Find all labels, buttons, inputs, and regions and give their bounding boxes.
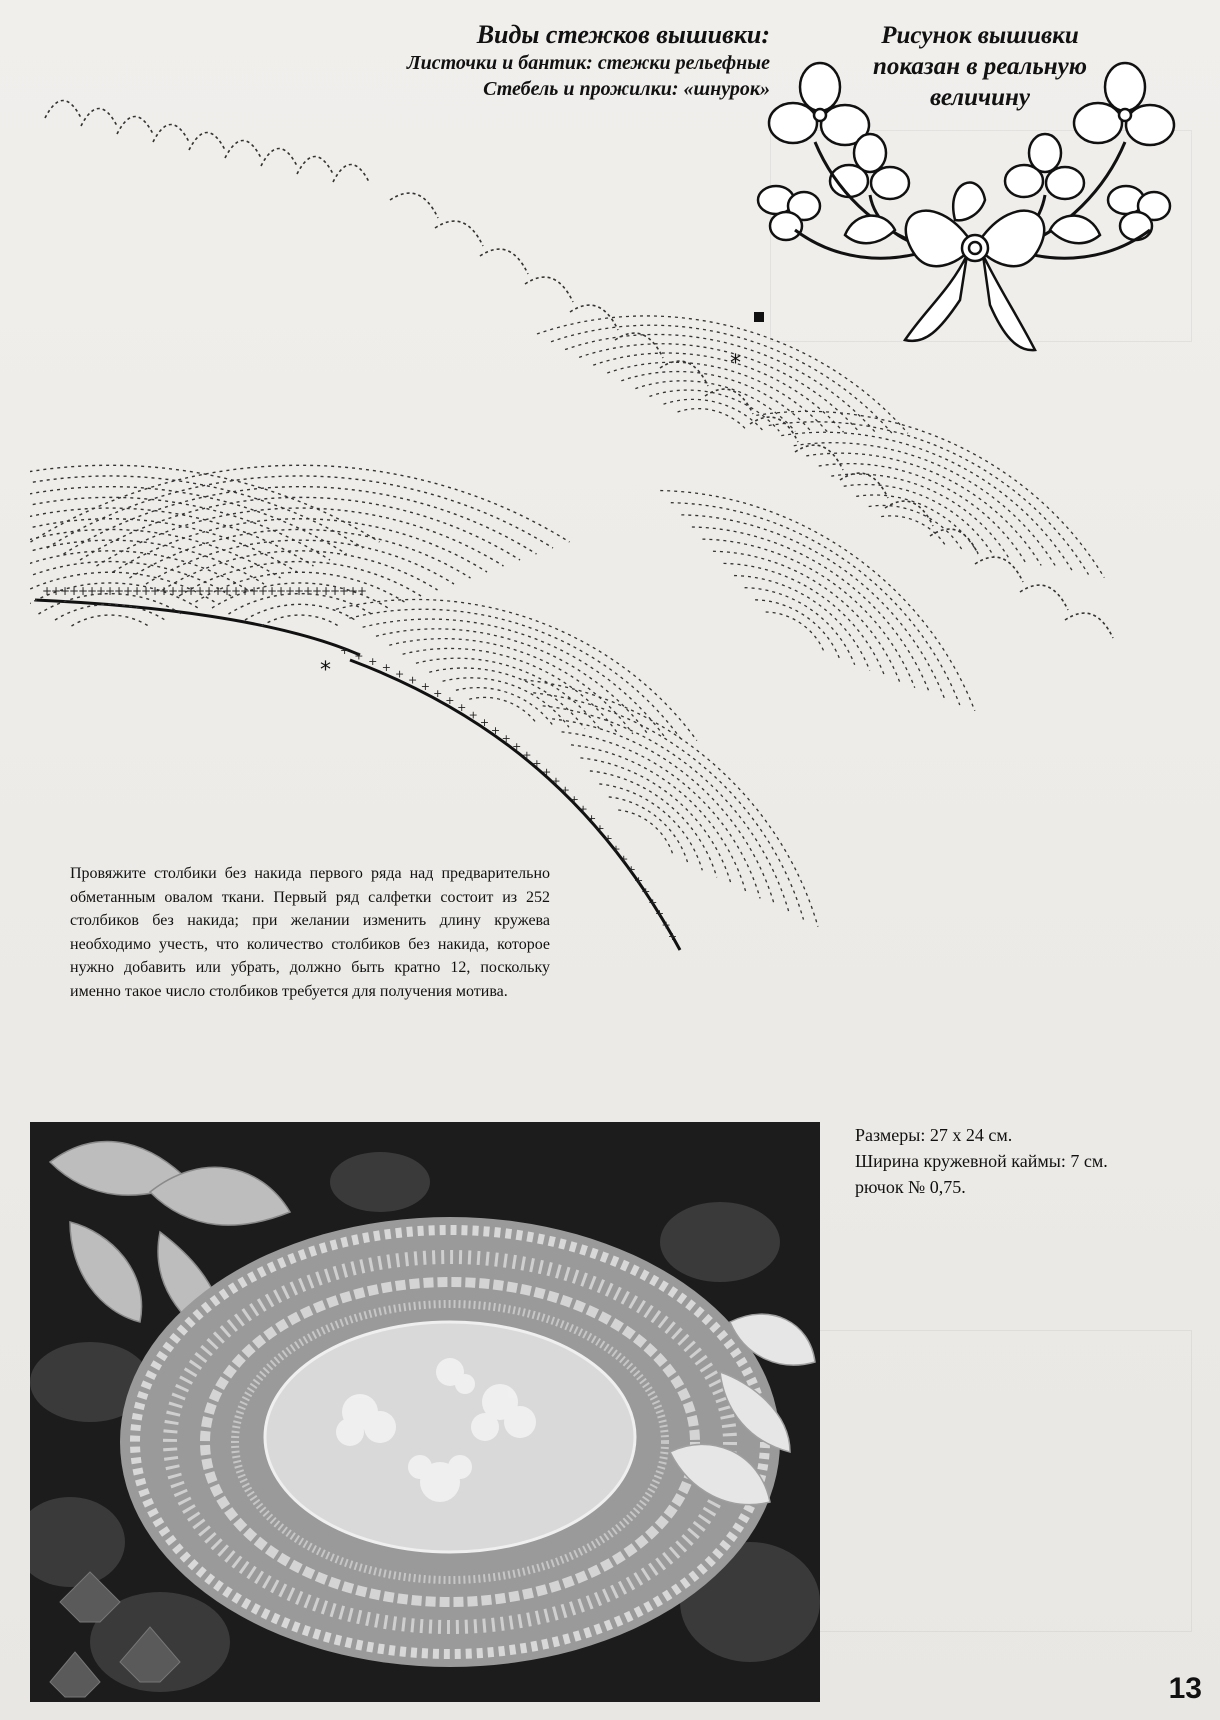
stitch-types-line-leaves: Листочки и бантик: стежки рельефные <box>406 52 770 74</box>
chart-arc <box>580 735 750 884</box>
stitch-mark: + <box>285 584 296 598</box>
stitch-mark: + <box>96 584 107 598</box>
stitch-mark: + <box>551 774 561 788</box>
chart-arc <box>756 363 1128 577</box>
stitch-mark: + <box>123 584 134 598</box>
stitch-mark: + <box>177 584 188 598</box>
stitch-mark: + <box>186 584 197 598</box>
chain-loop <box>1020 585 1068 610</box>
chain-loop <box>570 305 618 330</box>
stitch-mark: + <box>276 584 287 598</box>
chart-arc <box>403 622 629 732</box>
chart-arc <box>80 497 520 560</box>
stitch-mark: + <box>368 655 378 669</box>
stitch-mark: + <box>532 756 542 770</box>
stitch-mark: + <box>354 649 364 663</box>
chain-loop <box>390 193 438 218</box>
stitch-mark: + <box>195 584 206 598</box>
doily-lace <box>120 1217 780 1667</box>
stitch-mark: + <box>204 584 215 598</box>
stitch-mark: + <box>633 873 644 887</box>
stitch-mark: + <box>213 584 224 598</box>
stitch-mark: + <box>132 584 143 598</box>
stitch-mark: + <box>648 895 658 909</box>
chain-loop <box>189 133 225 151</box>
chart-arc <box>856 478 986 553</box>
stitch-mark: + <box>340 644 350 657</box>
chart-arc <box>734 555 884 670</box>
chart-arc <box>336 555 717 740</box>
stitch-mark: + <box>330 584 341 598</box>
hook-size-text: рючок № 0,75. <box>855 1177 966 1197</box>
chart-arc <box>702 507 937 688</box>
stitch-mark: + <box>611 842 621 856</box>
chain-loop <box>435 221 483 246</box>
stitch-mark: + <box>222 584 233 598</box>
stitch-mark: + <box>51 584 62 598</box>
stitch-mark: + <box>150 584 161 598</box>
stitch-mark: + <box>661 918 671 932</box>
chain-loop <box>153 125 189 143</box>
start-marker: * <box>320 658 331 683</box>
chart-arc <box>533 652 837 919</box>
chain-loop <box>117 117 153 135</box>
stitch-mark: + <box>312 584 323 598</box>
chart-arc <box>262 615 339 626</box>
chart-arc <box>245 604 355 620</box>
stitch-mark: + <box>578 802 588 816</box>
stitch-mark: + <box>267 584 278 598</box>
chain-loop <box>81 109 117 127</box>
stitch-mark: + <box>569 793 579 807</box>
chart-arc <box>635 365 801 432</box>
stitch-mark: + <box>654 907 665 921</box>
chart-arc <box>552 685 802 905</box>
chain-loop <box>525 277 573 302</box>
chain-loop <box>975 557 1023 582</box>
chart-arc <box>543 669 820 913</box>
chart-arc <box>416 635 611 730</box>
chart-arc <box>678 402 750 431</box>
stitch-mark: + <box>42 584 53 598</box>
chain-loop <box>480 249 528 274</box>
stitch-mark: + <box>105 584 116 598</box>
stitch-mark: + <box>381 661 391 675</box>
stitch-mark: + <box>619 852 629 866</box>
stitch-types-title: Виды стежков вышивки: <box>476 20 770 49</box>
stitch-mark: + <box>69 584 80 598</box>
chart-arc <box>781 392 1093 572</box>
stitch-mark: + <box>258 584 269 598</box>
stitch-mark: + <box>541 765 552 779</box>
chart-arc <box>692 491 955 693</box>
chain-loop <box>45 101 81 119</box>
embroidery-note-line-3: величину <box>929 84 1031 111</box>
chart-arc <box>376 595 664 735</box>
stitch-mark: + <box>512 740 522 754</box>
chart-arc <box>97 508 504 566</box>
chart-arc <box>443 662 576 730</box>
chart-arc <box>562 702 786 898</box>
chart-arc <box>31 465 570 542</box>
chart-arc <box>130 529 471 578</box>
chart-arc <box>881 507 951 547</box>
chart-arc <box>713 523 919 682</box>
stitch-mark: + <box>522 748 532 762</box>
chart-arc <box>30 487 347 554</box>
stitch-mark: + <box>249 584 260 598</box>
chart-arc <box>621 352 819 431</box>
chart-arc <box>551 291 905 433</box>
chain-loop <box>660 361 708 386</box>
stitch-mark: + <box>395 667 405 681</box>
chain-loop <box>225 141 261 159</box>
stitch-mark: + <box>420 680 430 694</box>
chart-arc <box>755 587 848 659</box>
chart-arc <box>794 406 1076 568</box>
stitch-mark: + <box>294 584 305 598</box>
chart-arc <box>819 435 1040 562</box>
stitch-mark: + <box>321 584 332 598</box>
embroidery-note-line-1: Рисунок вышивки <box>881 22 1079 49</box>
stitch-mark: + <box>490 723 501 737</box>
stitch-mark: + <box>501 731 511 745</box>
stitch-mark: + <box>159 584 170 598</box>
stitch-mark: + <box>445 693 455 707</box>
chart-arc <box>72 615 149 626</box>
stitch-mark: + <box>348 584 359 598</box>
chart-arc <box>389 609 646 734</box>
specs-block <box>855 1122 1195 1200</box>
doily-photo <box>30 1122 820 1702</box>
chart-arc <box>524 636 855 927</box>
stitch-mark: + <box>168 584 179 598</box>
embroidery-note-line-2: показан в реальную <box>872 53 1087 80</box>
border-width-text: Ширина кружевной каймы: 7 см. <box>855 1151 1108 1171</box>
stitch-mark: + <box>479 716 490 730</box>
chart-arc <box>590 752 733 877</box>
chart-arc <box>618 802 680 857</box>
end-marker: * <box>730 351 741 376</box>
chain-loop <box>885 501 933 526</box>
chain-loop <box>333 165 369 183</box>
stitch-mark: + <box>231 584 242 598</box>
stitch-mark: + <box>433 686 443 700</box>
stitch-mark: + <box>408 673 418 687</box>
stitch-mark: + <box>468 708 478 722</box>
chart-arc <box>571 719 768 892</box>
chart-arc <box>609 785 698 863</box>
chart-arc <box>349 568 699 738</box>
chain-loop <box>750 417 798 442</box>
bleed-through-panel <box>800 1330 1192 1632</box>
stitch-mark: + <box>240 584 251 598</box>
stitch-mark: + <box>587 812 597 826</box>
chain-loop <box>297 157 333 175</box>
instructions-text: Провяжите столбики без накида первого ряда над предварительно обметанным овалом ткани. Первый ряд салфетки состоит из 252 столбиков без накида; при желании изменить длину кружева необходимо учесть, что количество столбиков без накида, которое нужно добавить или убрать, должно быть кратно 12, поскольку именно такое число столбиков требуется для получения мотива. <box>70 865 550 1000</box>
chart-arc <box>30 497 330 560</box>
chain-loop <box>1065 613 1113 638</box>
stitch-mark: + <box>60 584 71 598</box>
chart-arc <box>429 649 593 729</box>
stitch-mark: + <box>560 783 570 797</box>
chain-loop <box>261 149 297 167</box>
stitch-mark: + <box>303 584 314 598</box>
stitch-types-line-stem: Стебель и прожилки: «шнурок» <box>483 78 770 100</box>
stitch-mark: + <box>339 584 350 598</box>
chart-arc <box>681 475 972 699</box>
page-number: 13 <box>1168 1672 1202 1705</box>
square-marker <box>754 312 764 322</box>
chart-arc <box>869 492 969 550</box>
size-text: Размеры: 27 x 24 см. <box>855 1125 1013 1145</box>
chart-arc <box>55 604 165 620</box>
chart-arc <box>113 519 487 572</box>
stitch-mark: + <box>641 884 651 898</box>
chart-arc <box>579 315 871 432</box>
chart-arc <box>766 603 831 653</box>
stitch-mark: + <box>667 930 678 944</box>
stitch-mark: + <box>626 863 636 877</box>
stitch-mark: + <box>595 822 605 836</box>
stitch-mark: + <box>114 584 125 598</box>
stitch-mark: + <box>357 584 368 598</box>
chart-arc <box>565 303 888 433</box>
stitch-mark: + <box>78 584 89 598</box>
stitch-mark: + <box>141 584 152 598</box>
chart-arc <box>363 582 682 737</box>
stitch-mark: + <box>457 701 467 715</box>
stitch-mark: + <box>87 584 98 598</box>
stitch-mark: + <box>603 832 613 846</box>
